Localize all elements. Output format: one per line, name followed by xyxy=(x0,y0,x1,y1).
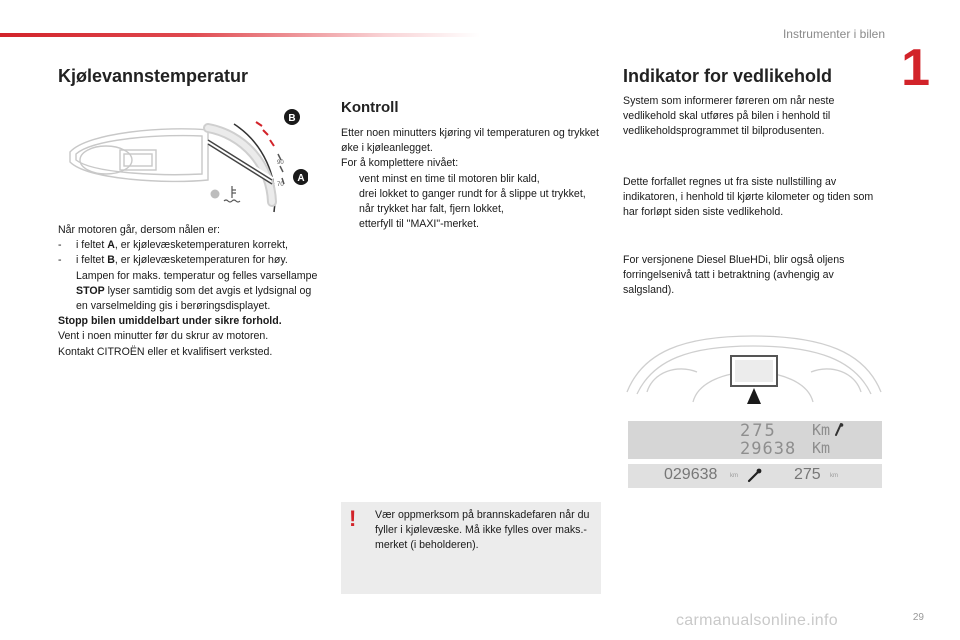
left-after-1: Vent i noen minutter før du skrur av motoren. xyxy=(58,330,269,343)
list-marker: - xyxy=(58,254,62,267)
list-item: - i feltet B, er kjølevæsketemperaturen for høy. Lampen for maks. temperatur og felles varsellampe STOP lyser samtidig som det avgis et lydsignal og en varselmelding gis i berøringsdisplayet. xyxy=(58,254,318,313)
header-accent-bar xyxy=(0,33,480,37)
watermark: carmanualsonline.info xyxy=(676,612,838,629)
indicator-dot-icon xyxy=(211,190,220,199)
display-2-service-value: 275 xyxy=(794,466,821,483)
service-display-1 xyxy=(628,421,882,459)
gauge-scale-90: 90 xyxy=(277,160,284,166)
left-body xyxy=(58,223,320,360)
display-1-line-2-value: 29638 xyxy=(740,439,797,459)
list-marker: - xyxy=(58,239,62,252)
list-item: drei lokket to ganger rundt for å slippe ut trykket, xyxy=(359,187,586,200)
section-title: Instrumenter i bilen xyxy=(782,27,885,41)
left-title: Kjølevannstemperatur xyxy=(58,66,249,86)
right-para-3: For versjonene Diesel BlueHDi, blir også oljens forringelsenivå tatt i betraktning (avhengig av salgsland). xyxy=(623,254,845,297)
warning-icon: ! xyxy=(349,506,357,531)
display-2-service-unit: km xyxy=(830,473,838,479)
service-display-2 xyxy=(628,464,882,488)
gauge-scale-70: 70 xyxy=(277,182,284,188)
display-2-odometer: 029638 xyxy=(664,466,718,483)
middle-para-1: Etter noen minutters kjøring vil temperaturen og trykket øke i kjøleanlegget. xyxy=(341,127,599,155)
list-item: når trykket har falt, fjern lokket, xyxy=(359,203,504,216)
warning-box xyxy=(341,502,601,594)
coolant-temperature-icon xyxy=(224,186,240,202)
stop-warning: Stopp bilen umiddelbart under sikre forhold. xyxy=(58,315,282,328)
right-para-2: Dette forfallet regnes ut fra siste nullstilling av indikatoren, i henhold til kjørte kilometer og tiden som har forløpt siden siste vedlikehold. xyxy=(623,176,874,219)
temperature-gauge-figure xyxy=(58,104,308,214)
list-item: vent minst en time til motoren blir kald, xyxy=(359,172,540,185)
warning-text: Vær oppmerksom på brannskadefaren når du fyller i kjølevæske. Må ikke fylles over maks.-merket (i beholderen). xyxy=(375,509,590,552)
left-after-2: Kontakt CITROËN eller et kvalifisert verksted. xyxy=(58,345,273,358)
left-intro: Når motoren går, dersom nålen er: xyxy=(58,224,220,236)
chapter-number: 1 xyxy=(901,39,930,97)
middle-para-2: For å komplettere nivået: xyxy=(341,157,459,170)
middle-title: Kontroll xyxy=(341,99,399,116)
display-2-odometer-unit: km xyxy=(730,473,738,479)
wrench-icon xyxy=(746,468,762,484)
gauge-label-b: B xyxy=(288,113,296,124)
page-number: 29 xyxy=(912,612,924,623)
list-item: - i feltet A, er kjølevæsketemperaturen korrekt, xyxy=(58,238,320,253)
right-title: Indikator for vedlikehold xyxy=(623,66,833,86)
pointer-arrow-icon xyxy=(747,388,761,404)
display-1-line-1-unit: Km xyxy=(812,421,831,439)
instrument-cluster-figure xyxy=(623,332,885,412)
gauge-label-a: A xyxy=(297,173,305,184)
display-1-line-2-unit: Km xyxy=(812,439,831,457)
right-para-1: System som informerer føreren om når neste vedlikehold skal utføres på bilen i henhold til vedlikeholdsprogrammet til bilprodusenten. xyxy=(623,95,835,138)
list-item: etterfyll til "MAXI"-merket. xyxy=(359,218,479,231)
wrench-icon xyxy=(832,423,844,437)
middle-body xyxy=(341,126,599,232)
display-1-line-1-value: 275 xyxy=(740,421,777,441)
